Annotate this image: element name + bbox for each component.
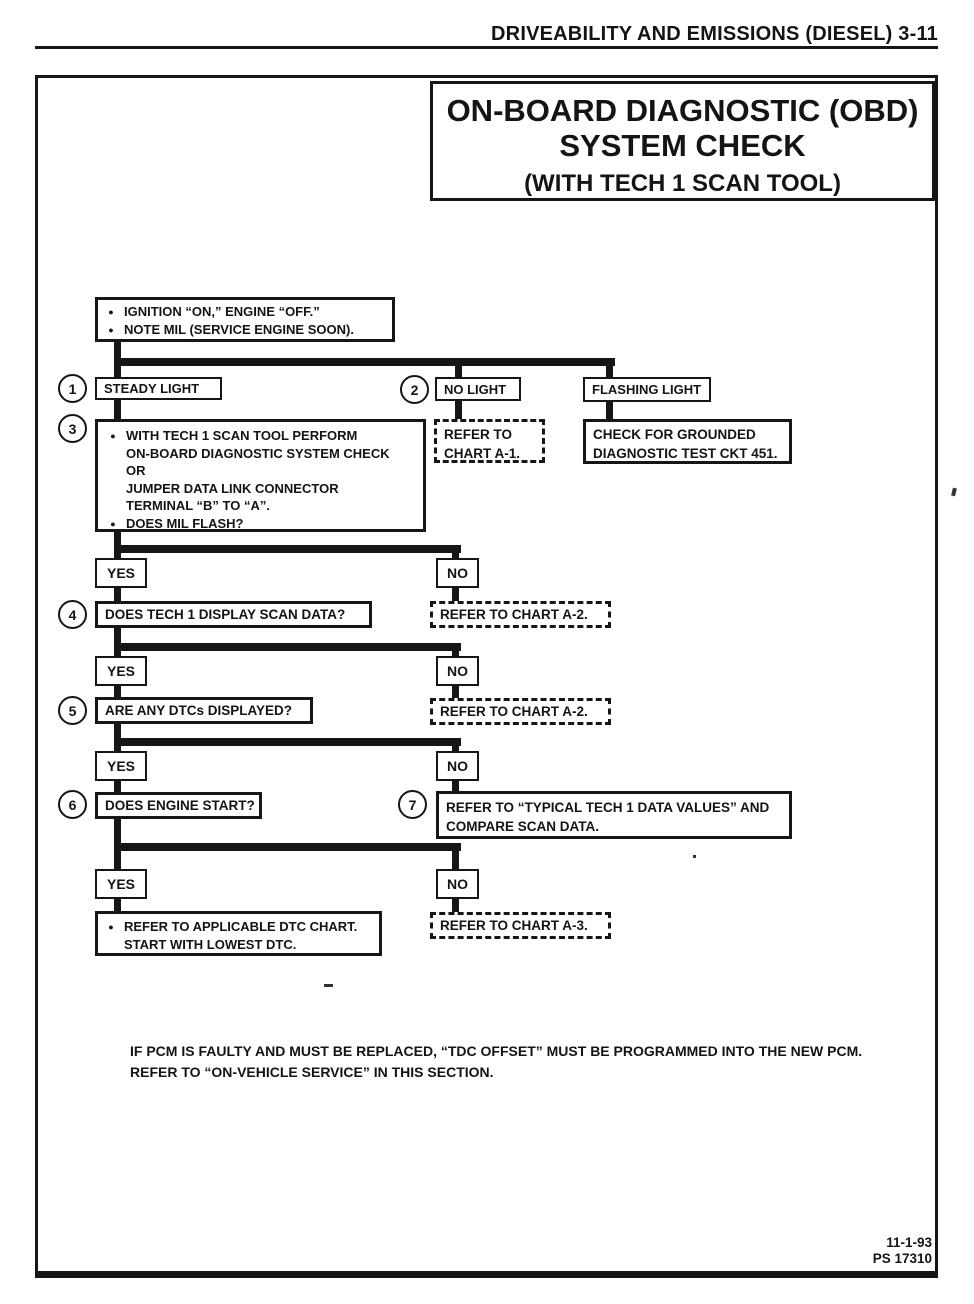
connector-line (114, 643, 461, 651)
connector-line (114, 851, 121, 869)
no-label: NO (447, 758, 468, 774)
step-circle-4: 4 (58, 600, 87, 629)
bullet-icon: ● (110, 431, 116, 441)
no-label: NO (447, 663, 468, 679)
grounded-line2: DIAGNOSTIC TEST CKT 451. (593, 446, 778, 461)
connector-line (114, 366, 121, 377)
connector-line (114, 819, 121, 845)
step3-line2: ON-BOARD DIAGNOSTIC SYSTEM CHECK (126, 445, 390, 461)
page-header: DRIVEABILITY AND EMISSIONS (DIESEL) 3-11 (491, 23, 938, 45)
scan-speck (693, 855, 696, 858)
pcm-note-line1: IF PCM IS FAULTY AND MUST BE REPLACED, “TDC OFFSET” MUST BE PROGRAMMED INTO THE NEW PCM. (130, 1043, 863, 1059)
start-bullet-2: NOTE MIL (SERVICE ENGINE SOON). (124, 321, 354, 337)
step-circle-6: 6 (58, 790, 87, 819)
connector-line (606, 366, 613, 377)
step3-line5: TERMINAL “B” TO “A”. (126, 498, 270, 513)
step4-node (95, 601, 372, 628)
step3-question: DOES MIL FLASH? (126, 515, 244, 531)
chart-title-line1: ON-BOARD DIAGNOSTIC (OBD) (446, 93, 919, 128)
final-line2: START WITH LOWEST DTC. (124, 936, 297, 952)
step-circle-7: 7 (398, 790, 427, 819)
yes-node-2 (95, 656, 147, 686)
yes-node-4 (95, 869, 147, 899)
no-label: NO (447, 565, 468, 581)
connector-line (114, 588, 121, 602)
no-light-label: NO LIGHT (444, 381, 507, 397)
flashing-light-node (583, 377, 711, 402)
connector-line (114, 545, 461, 553)
start-node (95, 297, 395, 342)
yes-label: YES (106, 758, 135, 774)
connector-line (114, 738, 461, 746)
step-circle-5: 5 (58, 696, 87, 725)
title-box (430, 81, 935, 201)
no-label: NO (447, 876, 468, 892)
chart-subtitle: (WITH TECH 1 SCAN TOOL) (524, 170, 841, 197)
revision-block (732, 1235, 932, 1267)
step6-question: DOES ENGINE START? (105, 798, 255, 813)
step-circle-3: 3 (58, 414, 87, 443)
yes-label: YES (106, 565, 135, 581)
steady-light-node (95, 377, 222, 400)
step3-line1: WITH TECH 1 SCAN TOOL PERFORM (126, 428, 358, 443)
document-code: PS 17310 (872, 1251, 932, 1266)
refer-chart-a2-node-2 (430, 698, 611, 725)
connector-line (452, 899, 459, 913)
connector-line (114, 843, 461, 851)
step-circle-2: 2 (400, 375, 429, 404)
yes-node-3 (95, 751, 147, 781)
step7-line2: COMPARE SCAN DATA. (446, 819, 599, 834)
no-light-node (435, 377, 521, 401)
revision-date: 11-1-93 (886, 1235, 932, 1250)
bullet-icon: ● (108, 324, 114, 335)
step3-line4: JUMPER DATA LINK CONNECTOR (126, 480, 339, 496)
step-circle-1: 1 (58, 374, 87, 403)
no-node-2 (436, 656, 479, 686)
header-rule (35, 46, 938, 49)
chart-border (35, 75, 938, 1278)
refer-a3-label: REFER TO CHART A-3. (440, 918, 588, 933)
refer-chart-a2-node-1 (430, 601, 611, 628)
scan-speck (951, 488, 957, 497)
step7-line1: REFER TO “TYPICAL TECH 1 DATA VALUES” AND (446, 800, 770, 815)
no-node-1 (436, 558, 479, 588)
bullet-icon: ● (108, 307, 114, 317)
step7-node (436, 791, 792, 839)
bullet-icon: ● (110, 518, 116, 529)
start-bullet-1: IGNITION “ON,” ENGINE “OFF.” (124, 304, 320, 319)
refer-a2-label-1: REFER TO CHART A-2. (440, 607, 588, 622)
yes-label: YES (106, 876, 135, 892)
connector-line (606, 402, 613, 419)
connector-line (114, 358, 615, 366)
step3-line3: OR (126, 463, 146, 478)
no-node-4 (436, 869, 479, 899)
flashing-light-label: FLASHING LIGHT (592, 382, 702, 397)
pcm-note (130, 1041, 862, 1083)
connector-line (452, 588, 459, 602)
connector-line (114, 400, 121, 419)
pcm-note-line2: REFER TO “ON-VEHICLE SERVICE” IN THIS SECTION. (130, 1064, 494, 1080)
refer-chart-a3-node (430, 912, 611, 939)
step3-node (95, 419, 426, 532)
no-node-3 (436, 751, 479, 781)
steady-light-label: STEADY LIGHT (104, 381, 200, 396)
refer-a1-line2: CHART A-1. (444, 446, 520, 461)
final-line1: REFER TO APPLICABLE DTC CHART. (124, 919, 358, 934)
yes-label: YES (106, 663, 135, 679)
refer-a2-label-2: REFER TO CHART A-2. (440, 704, 588, 719)
connector-line (455, 401, 462, 419)
step4-question: DOES TECH 1 DISPLAY SCAN DATA? (105, 607, 346, 622)
refer-a1-line1: REFER TO (444, 427, 513, 442)
connector-line (452, 851, 459, 869)
step6-node (95, 792, 262, 819)
refer-chart-a1-node (434, 419, 545, 463)
connector-line (455, 366, 462, 377)
grounded-ckt-node (583, 419, 792, 464)
connector-line (114, 781, 121, 792)
final-action-node (95, 911, 382, 956)
step5-node (95, 697, 313, 724)
scan-speck (324, 984, 333, 987)
grounded-line1: CHECK FOR GROUNDED (593, 427, 756, 442)
chart-title-line2: SYSTEM CHECK (559, 128, 806, 163)
step5-question: ARE ANY DTCs DISPLAYED? (105, 703, 293, 718)
bullet-icon: ● (108, 922, 114, 932)
yes-node-1 (95, 558, 147, 588)
